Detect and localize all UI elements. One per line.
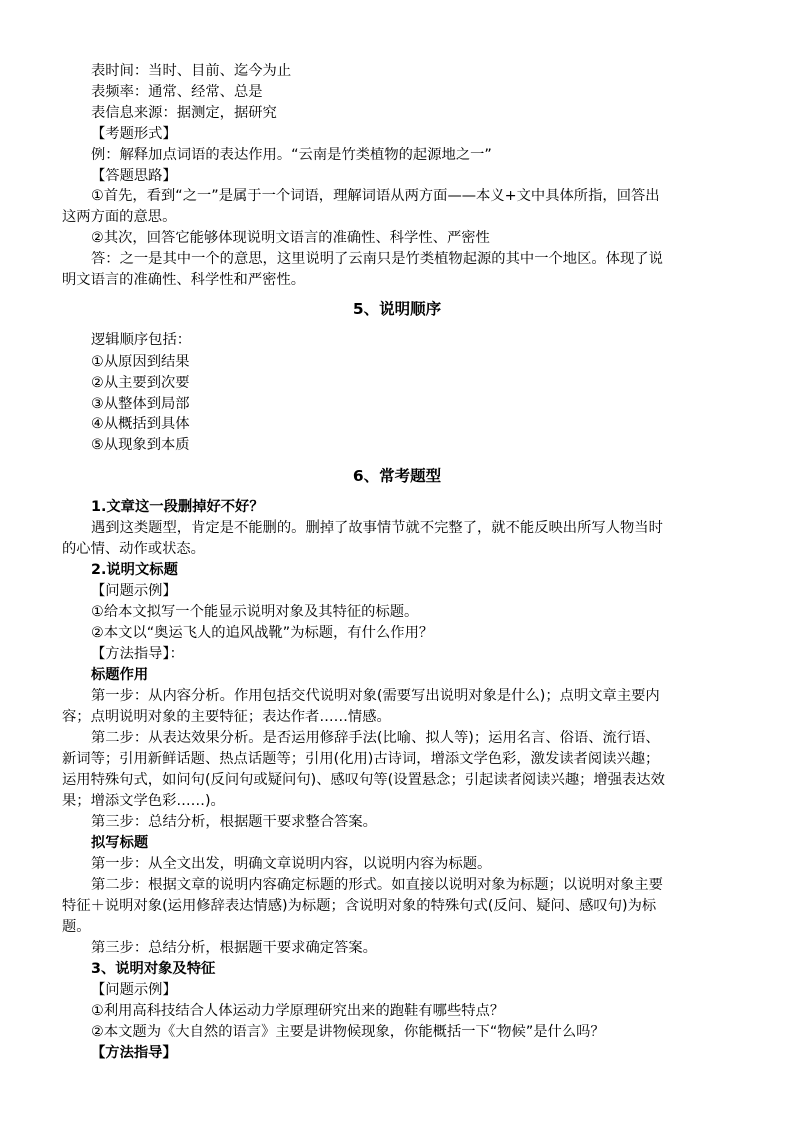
text-line: 第一步：从全文出发，明确文章说明内容，以说明内容为标题。 bbox=[91, 856, 492, 872]
subheading: 【方法指导】 bbox=[91, 1045, 177, 1061]
section-heading: 5、说明顺序 bbox=[352, 300, 442, 318]
text-line: 第二步：根据文章的说明内容确定标题的形式。如直接以说明对象为标题；以说明对象主要 bbox=[91, 877, 663, 893]
text-line: 运用特殊句式，如问句(反问句或疑问句)、感叹句等(设置悬念；引起读者阅读兴趣；增强表达效 bbox=[62, 772, 665, 788]
text-line: 答：之一是其中一个的意思，这里说明了云南只是竹类植物起源的其中一个地区。体现了说 bbox=[91, 251, 663, 267]
text-line: 新词等；引用新鲜话题、热点话题等；引用(化用)古诗词，增添文学色彩，激发读者阅读兴趣； bbox=[62, 751, 660, 767]
text-line: 这两方面的意思。 bbox=[62, 209, 177, 225]
text-line: 第二步：从表达效果分析。是否运用修辞手法(比喻、拟人等)；运用名言、俗语、流行语、 bbox=[91, 730, 660, 746]
text-line: 第三步：总结分析，根据题干要求整合答案。 bbox=[91, 814, 377, 830]
text-line: 【考题形式】 bbox=[91, 126, 177, 142]
text-line: 遇到这类题型，肯定是不能删的。删掉了故事情节就不完整了，就不能反映出所写人物当时 bbox=[91, 520, 663, 536]
text-line: 题。 bbox=[62, 919, 91, 935]
text-line: 【问题示例】 bbox=[91, 583, 177, 599]
text-line: ②本文题为《大自然的语言》主要是讲物候现象，你能概括一下“物候”是什么吗？ bbox=[91, 1024, 605, 1040]
text-line: 逻辑顺序包括： bbox=[91, 332, 192, 348]
text-line: ①首先，看到“之一”是属于一个词语，理解词语从两方面——本义+文中具体所指，回答出 bbox=[91, 188, 660, 204]
text-line: 【问题示例】 bbox=[91, 982, 177, 998]
text-line: 表时间：当时、目前、迄今为止 bbox=[91, 63, 292, 79]
list-item: ①从原因到结果 bbox=[91, 354, 190, 370]
text-line: ①给本文拟写一个能显示说明对象及其特征的标题。 bbox=[91, 604, 419, 620]
list-item: ④从概括到具体 bbox=[91, 416, 190, 432]
text-line: 明文语言的准确性、科学性和严密性。 bbox=[62, 272, 306, 288]
list-item: ③从整体到局部 bbox=[91, 396, 190, 412]
section-heading: 6、常考题型 bbox=[352, 467, 442, 485]
text-line: ②其次，回答它能够体现说明文语言的准确性、科学性、严密性 bbox=[91, 230, 490, 246]
text-line: 【答题思路】 bbox=[91, 168, 177, 184]
subheading: 3、说明对象及特征 bbox=[91, 961, 216, 977]
text-line: ②本文以“奥运飞人的追风战靴”为标题，有什么作用？ bbox=[91, 625, 434, 641]
text-line: 第一步：从内容分析。作用包括交代说明对象(需要写出说明对象是什么)；点明文章主要内 bbox=[91, 688, 660, 704]
text-line: 表频率：通常、经常、总是 bbox=[91, 84, 263, 100]
text-line: 【方法指导】： bbox=[91, 646, 184, 662]
subheading: 2.说明文标题 bbox=[91, 562, 178, 578]
text-line: 的心情、动作或状态。 bbox=[62, 541, 205, 557]
text-line: 表信息来源：据测定，据研究 bbox=[91, 105, 277, 121]
subheading: 1.文章这一段删掉好不好？ bbox=[91, 499, 264, 515]
text-line: 例：解释加点词语的表达作用。“云南是竹类植物的起源地之一” bbox=[91, 147, 492, 163]
text-line: ①利用高科技结合人体运动力学原理研究出来的跑鞋有哪些特点？ bbox=[91, 1003, 505, 1019]
subheading: 标题作用 bbox=[91, 667, 149, 683]
list-item: ②从主要到次要 bbox=[91, 375, 190, 391]
text-line: 第三步：总结分析，根据题干要求确定答案。 bbox=[91, 940, 377, 956]
text-line: 容；点明说明对象的主要特征；表达作者……情感。 bbox=[62, 709, 391, 725]
text-line: 果；增添文学色彩……)。 bbox=[62, 793, 225, 809]
subheading: 拟写标题 bbox=[91, 835, 149, 851]
text-line: 特征＋说明对象(运用修辞表达情感)为标题；含说明对象的特殊句式(反问、疑问、感叹句)为标 bbox=[62, 898, 657, 914]
list-item: ⑤从现象到本质 bbox=[91, 437, 190, 453]
